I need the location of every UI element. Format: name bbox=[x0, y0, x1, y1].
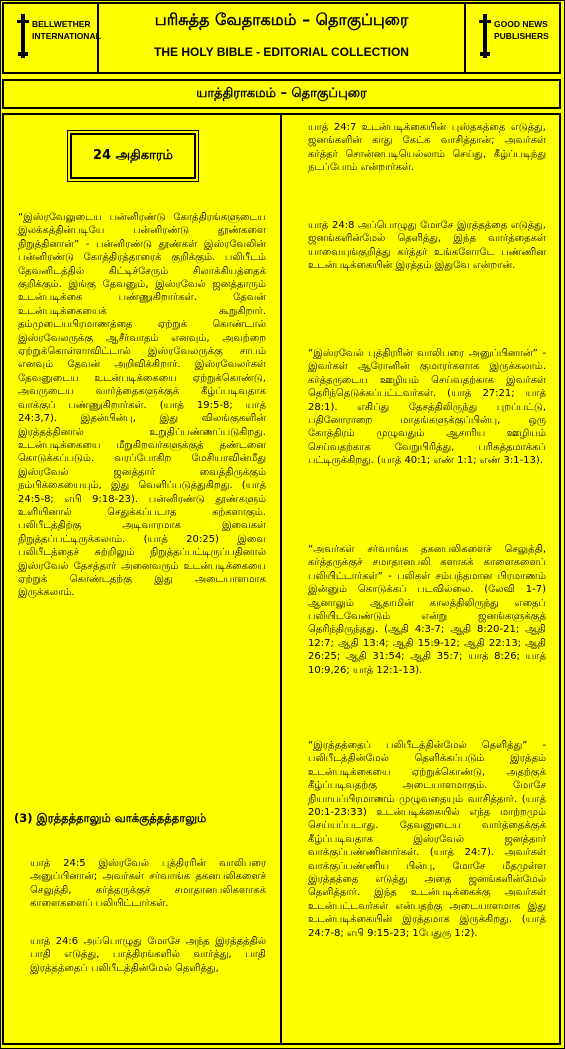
commentary-offerings: “அவர்கள் சர்வாங்க தகனபலிகளைச் செலுத்தி, கர்த்தருக்குச் சமாதானபலி களாகக் காளைகளைப் பலியிட்டார்கள்” - பலிகள் சம்பந்தமான பிரமாணம் இன்னும் கொடுக்கப் படவில்லை. (லேவி 1-7) ஆனாலும் ஆதாமின் காலத்திலிருந்து எதைப் பலியிடவேண்டும் என்று ஜனங்களுக்குத் தெரிந்திருந்தது. (ஆதி 4:3-7; ஆதி 8:20-21; ஆதி 12:7; ஆதி 13:4; ஆதி 15:9-12; ஆதி 22:13; ஆதி 26:25; ஆதி 31:54; ஆதி 35:7; யாத் 8:26; யாத் 10:9,26; யாத் 12:1-13). bbox=[308, 544, 546, 676]
verse-24-7: யாத் 24:7 உடன்படிக்கையின் புஸ்தகத்தை எடுத்து, ஜனங்களின் காது கேட்க வாசித்தான்; அவர்கள் கர்த்தர் சொன்னபடியெல்லாம் செய்து, கீழ்ப்படிந்து நடப்போம் என்றார்கள். bbox=[308, 122, 546, 174]
left-logo-line1: BELLWETHER bbox=[32, 19, 91, 29]
left-logo-line2: INTERNATIONAL bbox=[32, 31, 101, 41]
bellwether-figure-icon bbox=[16, 14, 30, 58]
title-english: THE HOLY BIBLE - EDITORIAL COLLECTION bbox=[154, 45, 409, 59]
good-news-logo bbox=[464, 4, 559, 72]
content-columns bbox=[2, 113, 561, 1045]
title-tamil: பரிசுத்த வேதாகமம் – தொகுப்புரை bbox=[154, 10, 409, 29]
book-subtitle: யாத்திராகமம் – தொகுப்புரை bbox=[2, 79, 561, 109]
chapter-box: 24 அதிகாரம் bbox=[70, 133, 196, 179]
section-heading: (3) இரத்தத்தாலும் வாக்குத்தத்தாலும் bbox=[14, 811, 207, 825]
bellwether-logo bbox=[4, 4, 99, 72]
page-header bbox=[2, 2, 561, 74]
verse-24-6: யாத் 24:6 அப்பொழுது மோசே அந்த இரத்தத்தில் பாதி எடுத்து, பாத்திரங்களில் வார்த்து, பாதி இரத்தத்தைப் பலிபீடத்தின்மேல் தெளித்து, bbox=[30, 936, 266, 974]
verse-24-8: யாத் 24:8 அப்பொழுது மோசே இரத்தத்தை எடுத்து, ஜனங்களின்மேல் தெளித்து, இந்த வார்த்தைகள் யாவையுங்குறித்து கர்த்தர் உங்களோடே பண்ணின உடன்படிக்கையின் இரத்தம் இதுவே என்றான். bbox=[308, 220, 546, 272]
commentary-young-men: “இஸ்ரவேல் புத்திரரின் வாலிபரை அனுப்பினான்” - இவர்கள் ஆரோனின் குமாரர்களாக இருக்கலாம். கர்த்தருடைய ஊழியம் செய்வதற்காக இவர்கள் தெரிந்தெடுக்கப்பட்டவர்கள். (யாத் 27:21; யாத் 28:1). எகிப்து தேசத்திலிருந்து புறப்பட்டு, பதினோராறை மாதங்களுக்குப்பின்பு, ஒரு கோத்திரம் முழுவதும் ஆசாரிய ஊழியம் செய்வதற்காக வேறுபிரித்து, பரிசுத்தமாக்கப் பட்டிருக்கிறது. (யாத் 40:1; எண் 1:1; எண் 3:1-13). bbox=[308, 348, 546, 467]
right-logo-line1: GOOD NEWS bbox=[494, 19, 548, 29]
right-logo-line2: PUBLISHERS bbox=[494, 31, 549, 41]
good-news-figure-icon bbox=[478, 14, 492, 58]
verse-24-5: யாத் 24:5 இஸ்ரவேல் புத்திரரின் வாலிபரை அனுப்பினான்; அவர்கள் சர்வாங்க தகனபலிகளைச் செலுத்தி, கர்த்தருக்குச் சமாதானபலிகளாகக் காளைகளைப் பலியிட்டார்கள். bbox=[30, 858, 266, 910]
header-titles bbox=[99, 4, 464, 72]
intro-paragraph: “இஸ்ரவேலுடைய பன்னிரண்டு கோத்திரங்களுடைய இலக்கத்தின்படியே பன்னிரண்டு தூண்களை நிறுத்தினான்” - பன்னிரண்டு தூண்கள் இஸ்ரவேலின் பன்னிரண்டு கோத்திரத்தாரைக் குறிக்கும். பலிபீடம் தேவனிடத்தில் கிட்டிச்சேரும் சிலாக்கியத்தைக் குறிக்கும். இங்கு தேவனும், இஸ்ரவேல் ஜனத்தாரும் உடன்படிக்கை பண்ணுகிறார்கள். தேவன் உடன்படிக்கையைக் கூறுகிறார். தம்முடையபிரமாணத்தை ஏற்றுக் கொண்டால் இஸ்ரவேலருக்கு ஆசீர்வாதம் எனவும், அவற்றை ஏற்றுக்கொள்ளாவிட்டால் இஸ்ரவேலருக்கு சாபம் எனவும் தேவன் அறிவிக்கிறார். இஸ்ரவேலர்கள் தேவனுடைய உடன்படிக்கையை ஏற்றுக்கொண்டு, அவருடைய வார்த்தைகளுக்குக் கீழ்ப்படிவதாக வாக்குப் பண்ணுகிறார்கள். (யாத் 19:5-8; யாத் 24:3,7). இதன்பின்பு, இது விலங்குகளின் இரத்தத்தினால் உறுதிப்பண்ணப்படுகிறது. உடன்படிக்கையை மீறுகிறவர்களுக்குத் தண்டனை கொடுக்கப்படும். வரப்போகிற மேசியாவின்மீது இஸ்ரவேல் ஜனத்தார் வைத்திருக்கும் நம்பிக்கையையும், இது வெளிப்படுத்துகிறது. (யாத் 24:5-8; எபி 9:18-23). பன்னிரண்டு தூண்களும் உளியினால் செதுக்கப்படாத கற்களாகும். பலிபீடத்திற்கு அடிவாரமாக இவைகள் நிறுத்தப்பட்டிருக்கலாம். (யாத் 20:25) இவை பலிபீடத்தைச் சுற்றிலும் நிறுத்தப்பட்டிருப்பதினால் இஸ்ரவேல் தேசத்தார் அனைவரும் உடன்படிக்கையை ஏற்றுக் கொண்டதற்கு இது அடையாளமாக இருக்கலாம். bbox=[18, 212, 266, 599]
commentary-blood: “இரத்தத்தைப் பலிபீடத்தின்மேல் தெளித்து” - பலிபீடத்தின்மேல் தெளிக்கப்படும் இரத்தம் உடன்படிக்கையை ஏற்றுக்கொண்டு, அதற்குக் கீழ்ப்படிவதற்கு அடையாளமாகும். மோசே நியாயப்பிரமாணம் முழுவதையும் வாசித்தார். (யாத் 20:1-23:33) உடன்படிக்கையில் எந்த மாற்றமும் செய்யப்படாது. தேவனுடைய வார்த்தைக்குக் கீழ்ப்படிவதாக இஸ்ரவேல் ஜனத்தார் வாக்குப்பண்ணினார்கள். (யாத் 24:7). அவர்கள் வாக்குப்பண்ணிய பின்பு, மோசே மீதமுள்ள இரத்தத்தை எடுத்து அதை ஜனங்களின்மேல் தெளித்தார். இந்த உடன்படிக்கைக்கு அவர்கள் உடன்பட்டவர்கள் என்பதற்கு அடையாளமாக இது உடன்படிக்கையின் இரத்தமாக இருக்கிறது. (யாத் 24:7-8; எபி 9:15-23; 1பேதுரு 1:2). bbox=[308, 740, 546, 939]
right-column bbox=[282, 115, 559, 1043]
left-column bbox=[4, 115, 282, 1043]
